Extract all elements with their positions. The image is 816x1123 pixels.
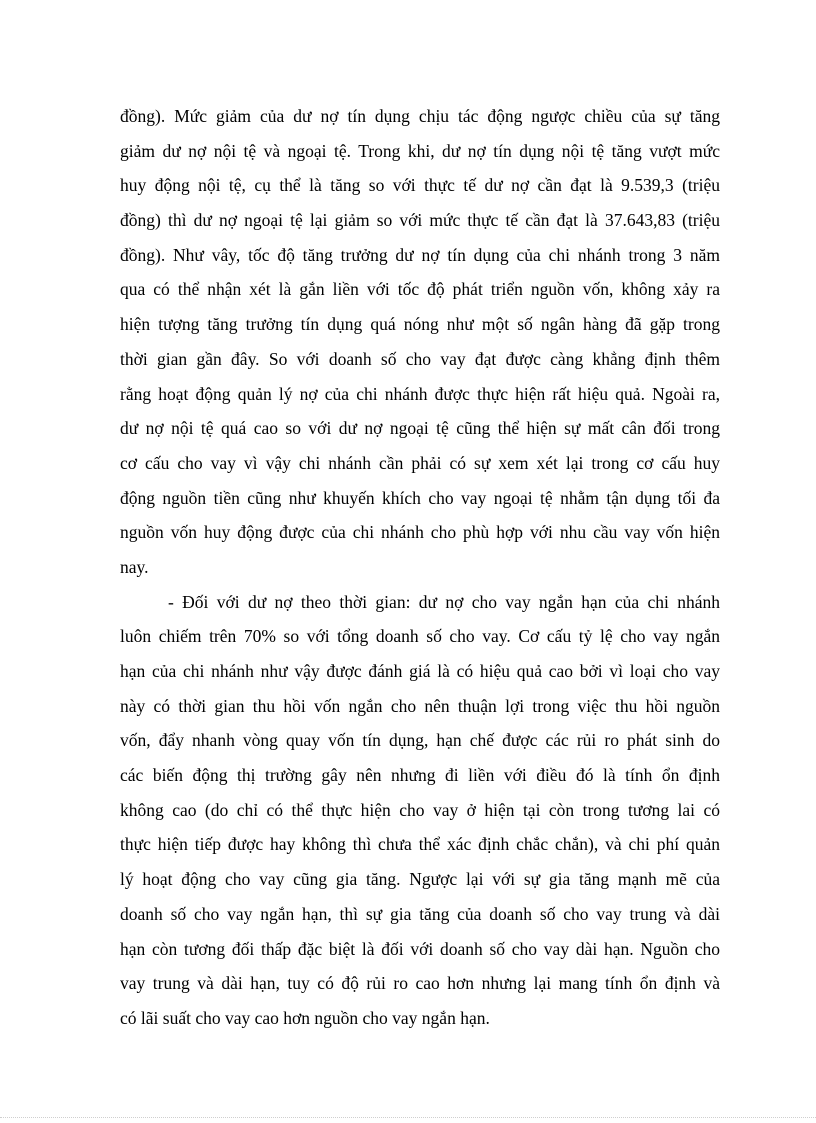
text-line: đồng) thì dư nợ ngoại tệ lại giảm so với mức thực tế cần đạt là 37.643,83 (triệu: [120, 210, 720, 231]
text-line: giảm dư nợ nội tệ và ngoại tệ. Trong khi, dư nợ tín dụng nội tệ tăng vượt mức: [120, 140, 720, 161]
text-line: vốn, đẩy nhanh vòng quay vốn tín dụng, hạn chế được các rủi ro phát sinh do: [120, 730, 720, 751]
text-line: đồng). Như vây, tốc độ tăng trưởng dư nợ tín dụng của chi nhánh trong 3 năm: [120, 244, 720, 265]
paragraph-credit-by-term: [120, 585, 720, 1036]
text-line: động nguồn tiền cũng như khuyến khích cho vay ngoại tệ nhằm tận dụng tối đa: [120, 487, 720, 508]
paragraph-credit-balance: [120, 99, 720, 585]
text-line: có lãi suất cho vay cao hơn nguồn cho vay ngắn hạn.: [120, 1007, 490, 1028]
page-bottom-divider: [0, 1117, 816, 1118]
text-line: cơ cấu cho vay vì vậy chi nhánh cần phải có sự xem xét lại trong cơ cấu huy: [120, 452, 720, 473]
text-line: hạn còn tương đối thấp đặc biệt là đối với doanh số cho vay dài hạn. Nguồn cho: [120, 938, 720, 959]
text-line: huy động nội tệ, cụ thể là tăng so với thực tế dư nợ cần đạt là 9.539,3 (triệu: [120, 175, 720, 196]
text-line: không cao (do chỉ có thể thực hiện cho vay ở hiện tại còn trong tương lai có: [120, 799, 720, 820]
text-line: dư nợ nội tệ quá cao so với dư nợ ngoại tệ cũng thể hiện sự mất cân đối trong: [120, 418, 720, 439]
text-line: vay trung và dài hạn, tuy có độ rủi ro cao hơn nhưng lại mang tính ổn định và: [120, 973, 720, 994]
text-line: luôn chiếm trên 70% so với tổng doanh số cho vay. Cơ cấu tỷ lệ cho vay ngắn: [120, 626, 720, 647]
text-line: lý hoạt động cho vay cũng gia tăng. Ngược lại với sự gia tăng mạnh mẽ của: [120, 869, 720, 890]
text-line: doanh số cho vay ngắn hạn, thì sự gia tăng của doanh số cho vay trung và dài: [120, 903, 720, 924]
text-line: thực hiện tiếp được hay không thì chưa thể xác định chắc chắn), và chi phí quản: [120, 834, 720, 855]
document-page: [120, 99, 720, 1036]
text-line: nguồn vốn huy động được của chi nhánh cho phù hợp với nhu cầu vay vốn hiện: [120, 522, 720, 543]
text-line: hiện tượng tăng trưởng tín dụng quá nóng như một số ngân hàng đã gặp trong: [120, 314, 720, 335]
text-line: - Đối với dư nợ theo thời gian: dư nợ cho vay ngắn hạn của chi nhánh: [168, 591, 720, 612]
text-line: các biến động thị trường gây nên nhưng đi liền với điều đó là tính ổn định: [120, 765, 720, 786]
text-line: thời gian gần đây. So với doanh số cho vay đạt được càng khẳng định thêm: [120, 348, 720, 369]
text-line: rằng hoạt động quản lý nợ của chi nhánh được thực hiện rất hiệu quả. Ngoài ra,: [120, 383, 720, 404]
text-line: qua có thể nhận xét là gắn liền với tốc độ phát triển nguồn vốn, không xảy ra: [120, 279, 720, 300]
text-line: nay.: [120, 556, 149, 577]
text-line: đồng). Mức giảm của dư nợ tín dụng chịu tác động ngược chiều của sự tăng: [120, 106, 720, 126]
text-line: hạn của chi nhánh như vậy được đánh giá là có hiệu quả cao bởi vì loại cho vay: [120, 661, 720, 681]
text-line: này có thời gian thu hồi vốn ngắn cho nên thuận lợi trong việc thu hồi nguồn: [120, 695, 720, 716]
